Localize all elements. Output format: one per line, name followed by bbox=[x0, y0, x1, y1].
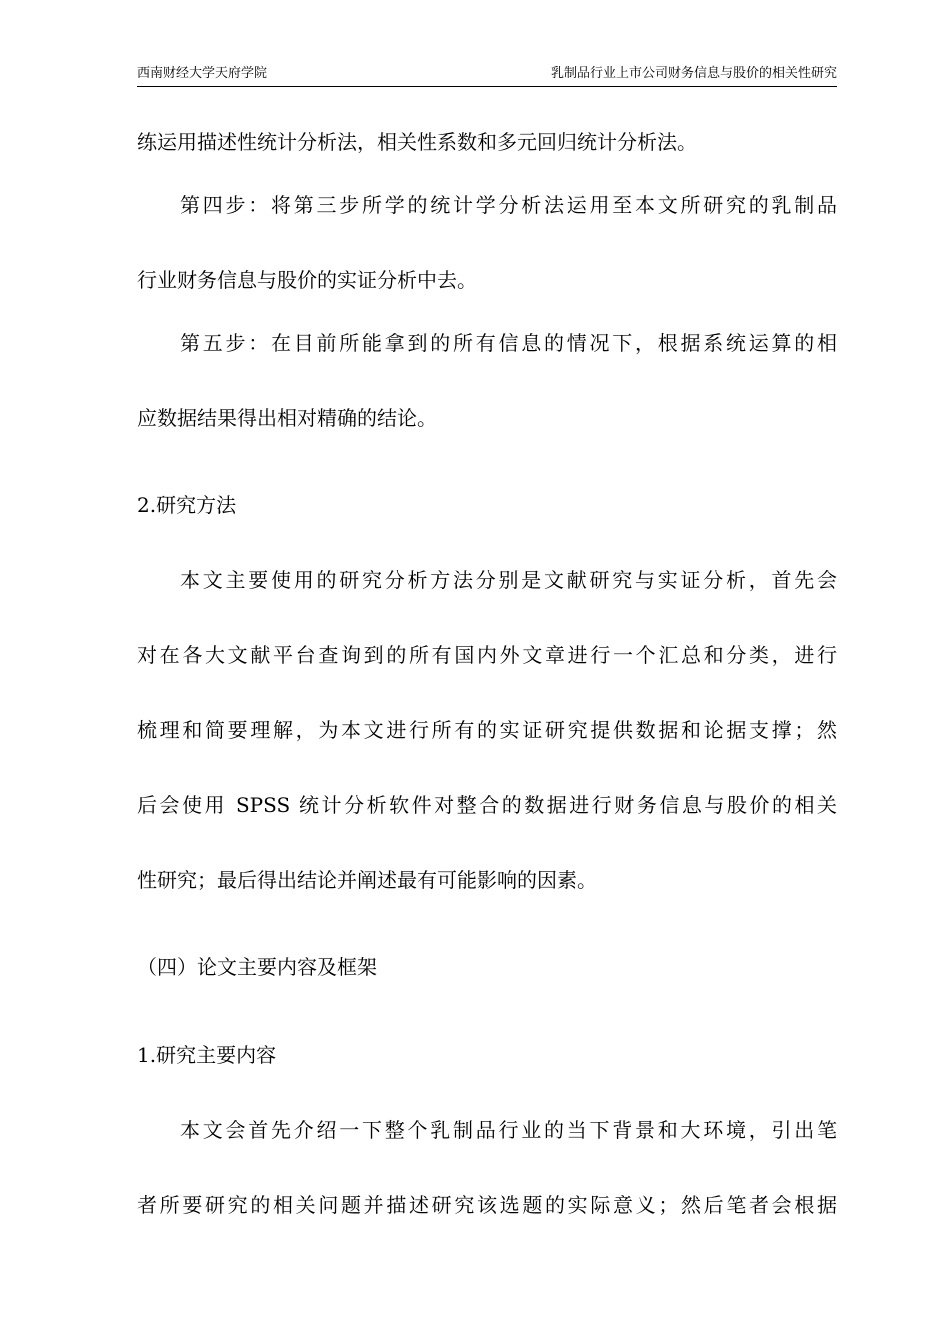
body-text-line: 者所要研究的相关问题并描述研究该选题的实际意义；然后笔者会根据 bbox=[137, 1193, 837, 1217]
subsection-heading: 1.研究主要内容 bbox=[137, 1043, 277, 1067]
body-text-line: 本文会首先介绍一下整个乳制品行业的当下背景和大环境，引出笔 bbox=[180, 1118, 837, 1142]
body-text-line: 对在各大文献平台查询到的所有国内外文章进行一个汇总和分类，进行 bbox=[137, 643, 837, 667]
section-heading: （四）论文主要内容及框架 bbox=[137, 955, 377, 979]
body-text-line: 梳理和简要理解，为本文进行所有的实证研究提供数据和论据支撑；然 bbox=[137, 718, 837, 742]
body-text-line: 行业财务信息与股价的实证分析中去。 bbox=[137, 268, 477, 292]
body-text-line: 第四步：将第三步所学的统计学分析法运用至本文所研究的乳制品 bbox=[180, 193, 837, 217]
section-heading: 2.研究方法 bbox=[137, 493, 237, 517]
header-institution: 西南财经大学天府学院 bbox=[137, 66, 268, 81]
body-text-line: 后会使用 SPSS 统计分析软件对整合的数据进行财务信息与股价的相关 bbox=[137, 793, 837, 817]
body-text-line: 本文主要使用的研究分析方法分别是文献研究与实证分析，首先会 bbox=[180, 568, 837, 592]
page-header bbox=[137, 64, 837, 87]
body-text-line: 第五步：在目前所能拿到的所有信息的情况下，根据系统运算的相 bbox=[180, 331, 837, 355]
header-paper-title: 乳制品行业上市公司财务信息与股价的相关性研究 bbox=[550, 66, 837, 81]
body-text-line: 性研究；最后得出结论并阐述最有可能影响的因素。 bbox=[137, 868, 597, 892]
body-text-line: 练运用描述性统计分析法，相关性系数和多元回归统计分析法。 bbox=[137, 130, 697, 154]
body-text-line: 应数据结果得出相对精确的结论。 bbox=[137, 406, 437, 430]
